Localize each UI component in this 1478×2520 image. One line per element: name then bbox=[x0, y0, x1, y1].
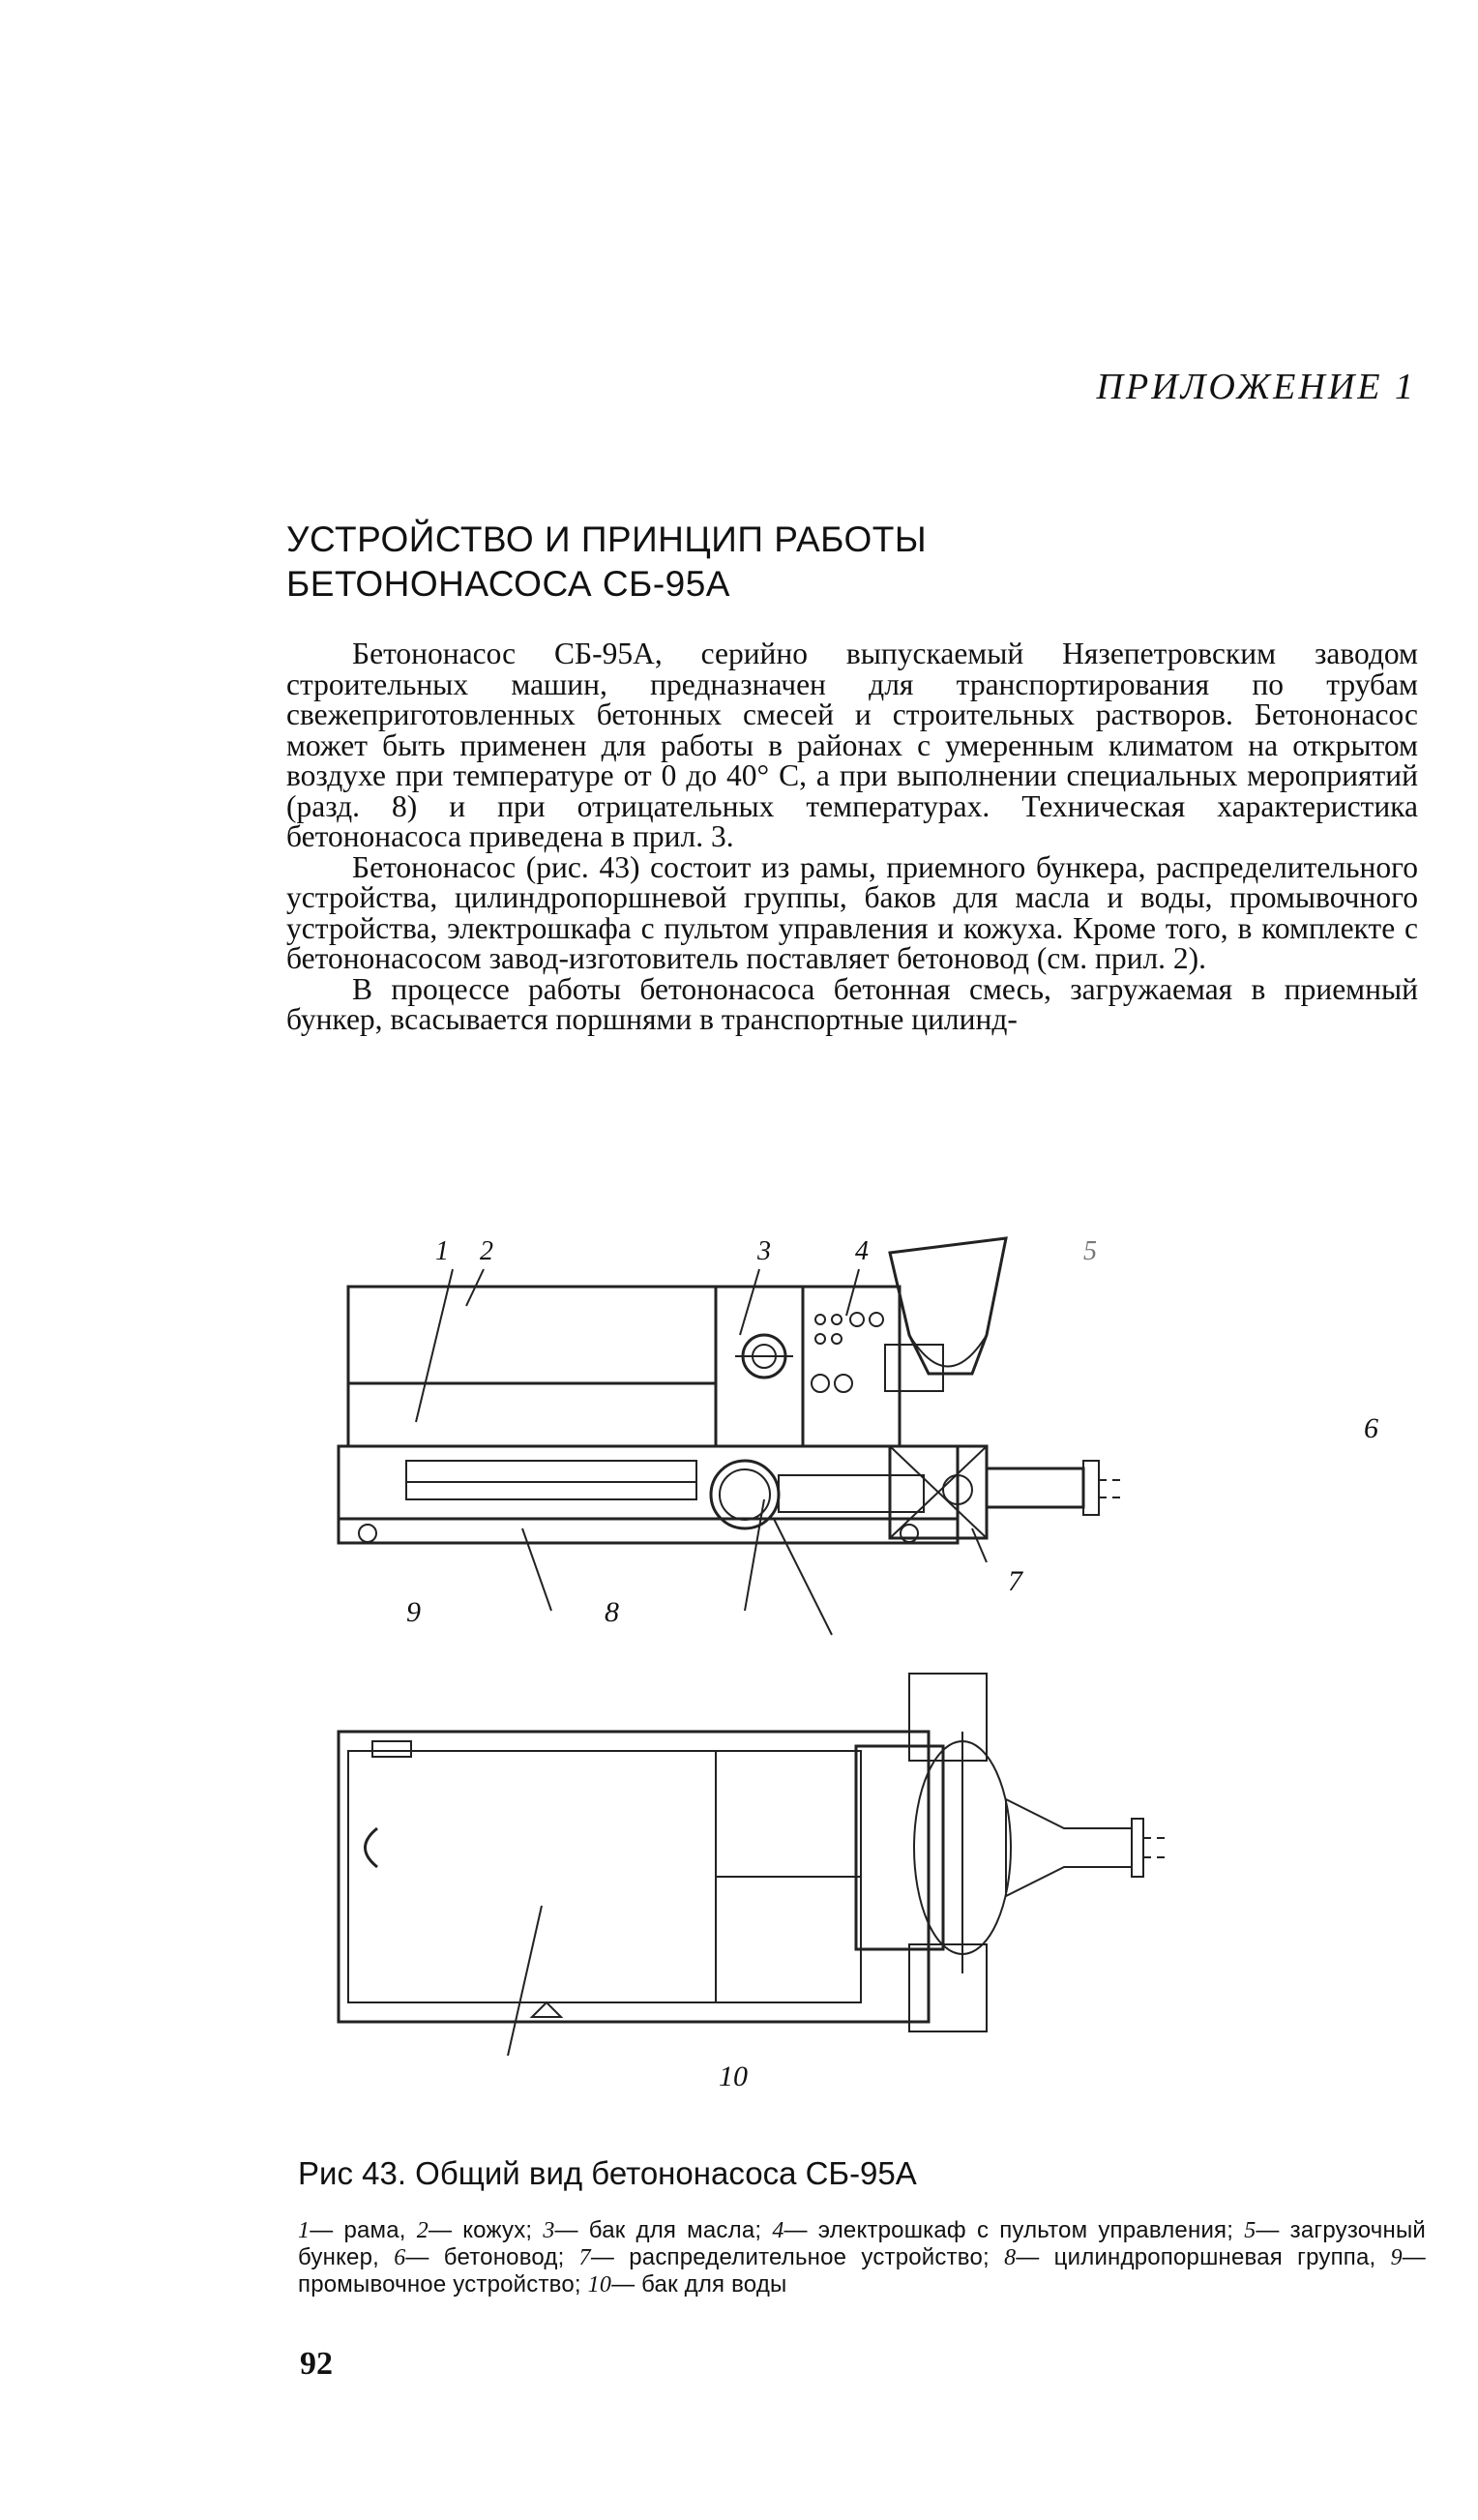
pipe-reducer bbox=[1006, 1799, 1132, 1896]
title-line-1: УСТРОЙСТВО И ПРИНЦИП РАБОТЫ bbox=[286, 519, 928, 559]
legend-item: 1— рама, bbox=[298, 2217, 417, 2243]
figure-caption: Рис 43. Общий вид бетононасоса СБ-95А bbox=[298, 2155, 917, 2191]
legend-item: 7— распределительное устройство; bbox=[578, 2244, 1005, 2270]
concrete-pipe bbox=[987, 1468, 1083, 1507]
callout-8: 8 bbox=[605, 1596, 619, 1628]
hopper bbox=[890, 1238, 1006, 1374]
callout-9: 9 bbox=[406, 1596, 421, 1628]
callout-5: 5 bbox=[1083, 1236, 1097, 1266]
legend-item: 4— электрошкаф с пультом управления; bbox=[772, 2217, 1245, 2243]
piston-cylinder bbox=[779, 1475, 924, 1512]
paragraph-1: Бетононасос СБ-95А, серийно выпускаемый Нязепетровским заводом строительных машин, предназначен для транспортирования по трубам свежеприготовленных бетонных смесей и строительных растворов. Бетононасос может быть применен для работы в районах с умеренным климатом на открытом воздухе при температуре от 0 до 40° С, а при выполнении специальных мероприятий (разд. 8) и при отрицательных температурах. Техническая характеристика бетононасоса приведена в прил. 3. bbox=[286, 637, 1418, 853]
callout-1: 1 bbox=[435, 1236, 449, 1266]
callout-4: 4 bbox=[855, 1236, 869, 1266]
appendix-label: ПРИЛОЖЕНИЕ 1 bbox=[1096, 367, 1416, 407]
top-view bbox=[339, 1674, 1166, 2031]
page-number: 92 bbox=[300, 2346, 333, 2382]
legend-item: 3— бак для масла; bbox=[543, 2217, 773, 2243]
legend-item: 10— бак для воды bbox=[587, 2271, 787, 2298]
legend-item: 8— цилиндропоршневая группа, bbox=[1004, 2244, 1391, 2270]
paragraph-2: Бетононасос (рис. 43) состоит из рамы, приемного бункера, распределительного устройства, цилиндропоршневой группы, баков для масла и воды, промывочного устройства, электрошкафа с пультом управления и кожуха. Кроме того, в комплекте с бетононасосом завод-изготовитель поставляет бетоновод (см. прил. 2). bbox=[286, 849, 1418, 975]
legend-item: 6— бетоновод; bbox=[394, 2244, 579, 2270]
title-line-2: БЕТОНОНАСОСА СБ-95А bbox=[286, 564, 730, 604]
figure-legend bbox=[298, 2217, 1426, 2298]
paragraph-3: В процессе работы бетононасоса бетонная смесь, загружаемая в приемный бункер, всасывается поршнями в транспортные цилинд- bbox=[286, 971, 1418, 1036]
callout-3: 3 bbox=[757, 1236, 771, 1266]
casing-lower bbox=[348, 1383, 716, 1446]
casing-panel bbox=[348, 1287, 716, 1383]
callout-2: 2 bbox=[480, 1236, 493, 1266]
callout-10: 10 bbox=[719, 2060, 748, 2092]
legend-item: 5— загрузочный бункер, bbox=[298, 2217, 1427, 2270]
legend-item: 2— кожух; bbox=[416, 2217, 544, 2243]
body-text bbox=[286, 638, 1418, 1035]
callout-7: 7 bbox=[1008, 1565, 1022, 1597]
figure-43 bbox=[290, 1229, 1432, 2128]
legend-item: 9— промывочное устройство; bbox=[298, 2244, 1426, 2298]
side-view bbox=[339, 1238, 1122, 1543]
page-title bbox=[286, 518, 1254, 607]
pump-drawing bbox=[290, 1229, 1432, 2128]
callout-6: 6 bbox=[1364, 1412, 1378, 1444]
